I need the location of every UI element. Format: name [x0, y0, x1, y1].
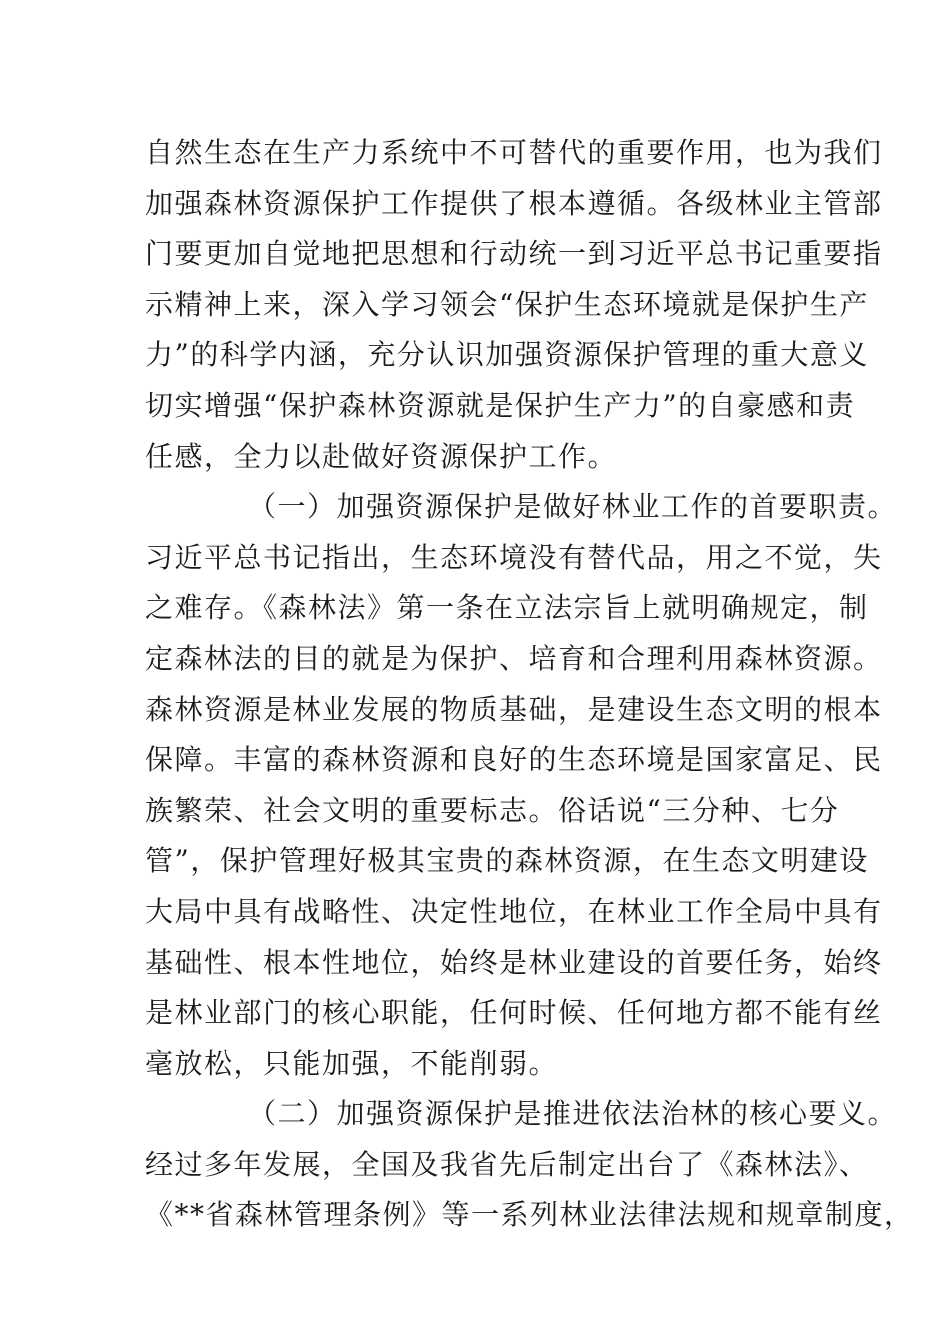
text-line: 自然生态在生产力系统中不可替代的重要作用，也为我们 [145, 136, 883, 169]
text-line: 切实增强“保护森林资源就是保护生产力”的自豪感和责 [145, 388, 856, 422]
text-line: 力”的科学内涵，充分认识加强资源保护管理的重大意义 [145, 338, 869, 372]
body-text [145, 128, 914, 1241]
text-line: 门要更加自觉地把思想和行动统一到习近平总书记重要指 [145, 237, 883, 271]
text-line: 《**省森林管理条例》等一系列林业法律法规和规章制度， [145, 1198, 914, 1232]
text-line: 定森林法的目的就是为保护、培育和合理利用森林资源。 [145, 641, 883, 675]
text-line: 保障。丰富的森林资源和良好的生态环境是国家富足、民 [145, 743, 883, 777]
text-line: 森林资源是林业发展的物质基础，是建设生态文明的根本 [145, 692, 883, 726]
text-line: 之难存。《森林法》第一条在立法宗旨上就明确规定，制 [145, 591, 869, 625]
text-line: 大局中具有战略性、决定性地位，在林业工作全局中具有 [145, 894, 883, 928]
text-line: 族繁荣、社会文明的重要标志。俗话说“三分种、七分 [145, 793, 840, 827]
text-line: 加强森林资源保护工作提供了根本遵循。各级林业主管部 [145, 186, 883, 220]
text-line: 毫放松，只能加强，不能削弱。 [145, 1046, 559, 1080]
text-line: 经过多年发展，全国及我省先后制定出台了《森林法》、 [145, 1147, 869, 1181]
text-line: 管”，保护管理好极其宝贵的森林资源，在生态文明建设 [145, 844, 869, 878]
section-heading-1: （一）加强资源保护是做好林业工作的首要职责。 [248, 490, 898, 524]
text-line: 任感，全力以赴做好资源保护工作。 [145, 439, 618, 473]
section-heading-2: （二）加强资源保护是推进依法治林的核心要义。 [248, 1097, 898, 1131]
text-line: 基础性、根本性地位，始终是林业建设的首要任务，始终 [145, 945, 883, 979]
text-line: 是林业部门的核心职能，任何时候、任何地方都不能有丝 [145, 996, 883, 1030]
text-line: 习近平总书记指出，生态环境没有替代品，用之不觉，失 [145, 540, 883, 574]
text-line: 示精神上来，深入学习领会“保护生态环境就是保护生产 [145, 287, 869, 321]
